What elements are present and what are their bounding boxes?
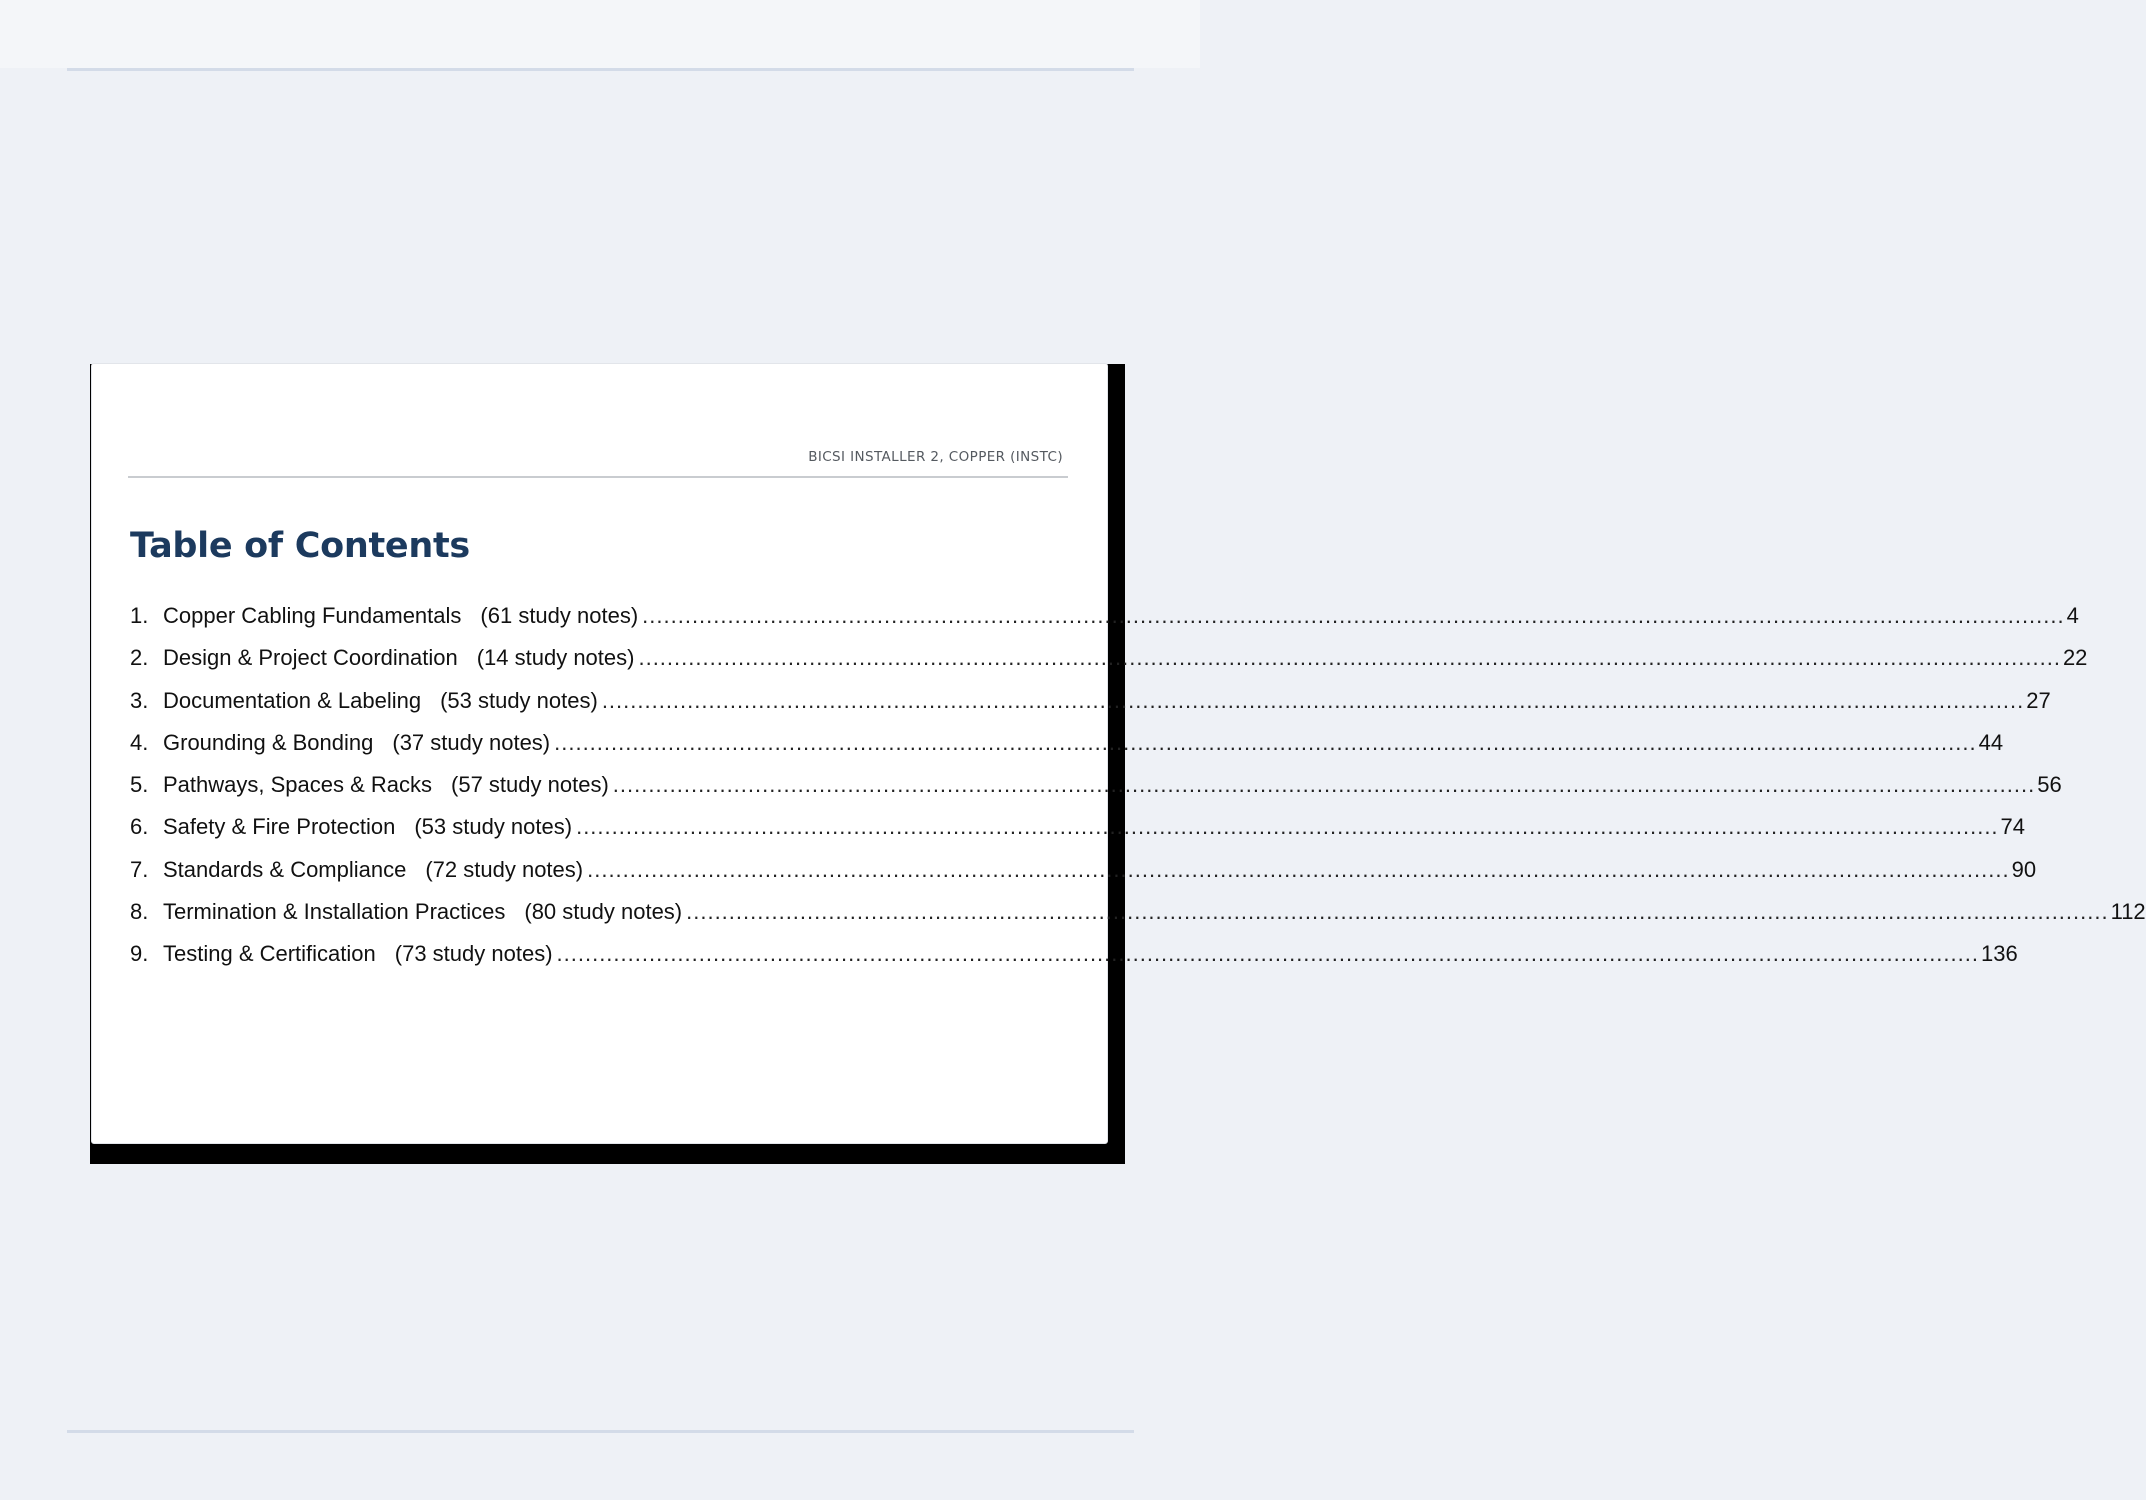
toc-entry-title: Pathways, Spaces & Racks — [163, 772, 433, 798]
toc-dot-leader: ........................................................................................................................................................................................................ — [554, 729, 1977, 755]
toc-entry-count: (61 study notes) — [480, 603, 639, 628]
toc-dot-leader: ........................................................................................................................................................................................................ — [686, 899, 2109, 925]
toc-entry[interactable] — [130, 772, 2062, 814]
toc-entry-page: 4 — [2066, 603, 2079, 628]
running-header: BICSI INSTALLER 2, COPPER (INSTC) — [808, 449, 1063, 465]
toc-dot-leader: ........................................................................................................................................................................................................ — [638, 645, 2061, 671]
toc-entry-number: 3. — [130, 687, 149, 713]
toc-entry-count: (72 study notes) — [425, 856, 584, 882]
toc-entry-page: 27 — [2026, 687, 2051, 713]
toc-entry-count: (53 study notes) — [440, 687, 598, 713]
toc-entry-page: 136 — [1980, 941, 2018, 967]
toc-entry-page: 112 — [2110, 899, 2146, 925]
toc-entry-page: 44 — [1978, 729, 2004, 755]
toc-entry-count: (73 study notes) — [394, 941, 553, 967]
toc-dot-leader: ........................................................................................................................................................................................................ — [601, 687, 2025, 713]
viewer-bottom-divider — [67, 1430, 1134, 1433]
toc-entry[interactable] — [130, 687, 2051, 730]
toc-entry[interactable] — [130, 856, 2037, 899]
toc-dot-leader: ........................................................................................................................................................................................................ — [642, 603, 2065, 628]
toc-entry-page: 74 — [2000, 814, 2026, 840]
toc-entry-page: 56 — [2037, 772, 2062, 798]
toc-entry-number: 5. — [130, 772, 149, 798]
toc-entry-count: (37 study notes) — [392, 729, 551, 755]
toc-entry-page: 90 — [2011, 856, 2037, 882]
toc-dot-leader: ........................................................................................................................................................................................................ — [587, 856, 2010, 882]
toc-entry-number: 1. — [130, 603, 149, 628]
toc-entry[interactable] — [130, 645, 2088, 687]
toc-entry-number: 6. — [130, 814, 149, 840]
toc-entry-number: 8. — [130, 899, 149, 925]
toc-entry-title: Termination & Installation Practices — [163, 899, 506, 925]
toc-dot-leader: ........................................................................................................................................................................................................ — [576, 814, 1999, 840]
toc-dot-leader: ........................................................................................................................................................................................................ — [556, 941, 1979, 967]
toc-entry[interactable] — [130, 941, 2018, 983]
toc-entry-title: Documentation & Labeling — [163, 687, 422, 713]
toc-entry-count: (53 study notes) — [414, 814, 573, 840]
toc-entry-number: 9. — [130, 941, 149, 967]
toc-entry-title: Safety & Fire Protection — [163, 814, 396, 840]
viewer-top-divider — [67, 68, 1134, 71]
toc-entry-page: 22 — [2062, 645, 2088, 671]
toc-entry-number: 2. — [130, 645, 149, 671]
toc-entry-count: (14 study notes) — [476, 645, 635, 671]
toc-entry[interactable] — [130, 729, 2004, 772]
toc-entry-number: 4. — [130, 729, 149, 755]
toc-entry[interactable] — [130, 814, 2026, 856]
toc-list — [130, 603, 2146, 984]
toc-entry-count: (57 study notes) — [451, 772, 609, 798]
toc-entry-title: Grounding & Bonding — [163, 729, 374, 755]
toc-dot-leader: ........................................................................................................................................................................................................ — [612, 772, 2036, 798]
toc-entry[interactable] — [130, 899, 2146, 941]
toc-entry-title: Copper Cabling Fundamentals — [163, 603, 462, 628]
viewer-top-bar — [0, 0, 1200, 68]
toc-entry[interactable] — [130, 603, 2079, 645]
toc-entry-title: Testing & Certification — [163, 941, 376, 967]
toc-entry-title: Design & Project Coordination — [163, 645, 458, 671]
header-divider — [128, 476, 1068, 478]
toc-entry-number: 7. — [130, 856, 149, 882]
toc-entry-count: (80 study notes) — [524, 899, 683, 925]
document-page — [91, 363, 2146, 1144]
toc-title: Table of Contents — [130, 526, 470, 566]
toc-entry-title: Standards & Compliance — [163, 856, 407, 882]
